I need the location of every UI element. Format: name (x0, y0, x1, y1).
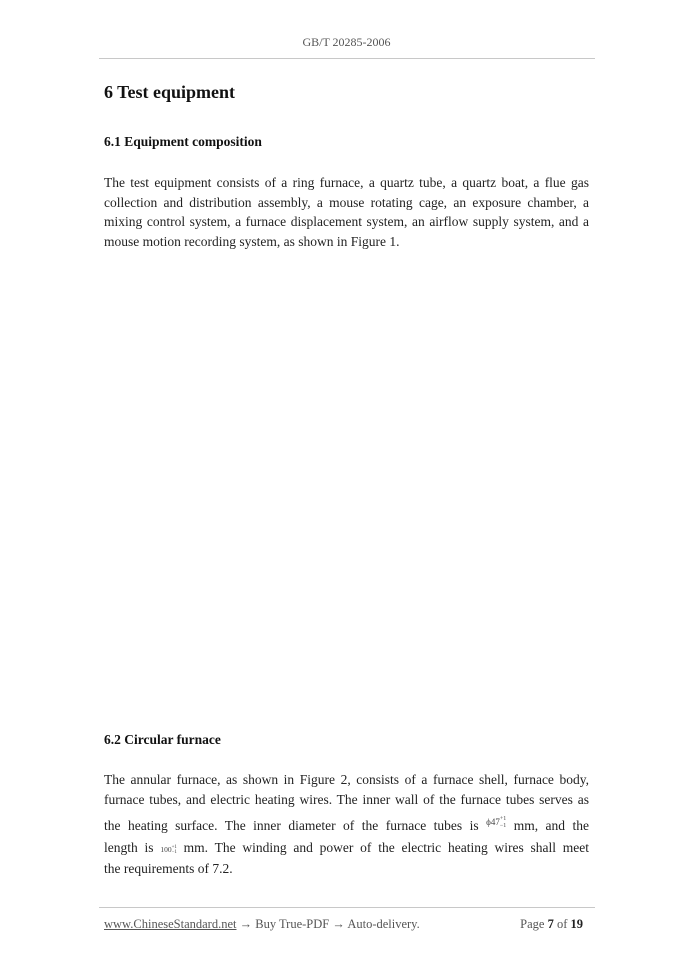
text-fragment: the heating surface. The inner diameter of the furnace tubes is (104, 818, 479, 833)
diameter-tol-upper: +1 (499, 815, 507, 822)
of-label: of (556, 917, 568, 931)
footer-divider (99, 907, 595, 908)
text-line: mixing control system, a furnace displacement system, an airflow supply system, and a (104, 214, 589, 229)
page-total: 19 (570, 917, 583, 931)
diameter-value: ϕ47 (486, 817, 500, 827)
length-tol-upper: +1 (171, 844, 177, 850)
text-fragment: length is (104, 839, 154, 855)
page-indicator (520, 917, 583, 932)
length-tolerance (160, 840, 177, 860)
text-line-diameter (104, 816, 589, 838)
diameter-tol-lower: −1 (499, 822, 507, 829)
paragraph-equipment-composition (104, 173, 589, 251)
subsection-title-circular-furnace: 6.2 Circular furnace (104, 732, 221, 747)
text-fragment: mm, and the (513, 818, 589, 833)
text-line: mouse motion recording system, as shown in Figure 1. (104, 233, 400, 249)
text-line: The test equipment consists of a ring furnace, a quartz tube, a quartz boat, a flue gas (104, 175, 589, 190)
section-title: 6 Test equipment (104, 82, 236, 102)
page-label: Page (520, 917, 545, 931)
subsection-title-equipment-composition: 6.1 Equipment composition (104, 134, 262, 149)
text-line-length (104, 838, 589, 860)
text-line: the requirements of 7.2. (104, 861, 233, 876)
running-header: GB/T 20285-2006 (302, 35, 391, 49)
length-tol-lower: −1 (171, 849, 177, 855)
arrow-right-icon: → (239, 917, 253, 931)
length-value: 100 (160, 844, 172, 854)
page-number: 7 (547, 917, 554, 931)
header-divider (99, 58, 595, 59)
arrow-right-icon: → (332, 917, 345, 931)
text-line: The annular furnace, as shown in Figure 2, consists of a furnace shell, furnace body, (104, 772, 589, 787)
footer-promo (104, 917, 420, 932)
paragraph-circular-furnace (104, 770, 589, 879)
buy-pdf-link[interactable]: Buy True-PDF (255, 917, 330, 931)
site-link[interactable]: www.ChineseStandard.net (104, 917, 237, 931)
diameter-tolerance (486, 813, 506, 833)
text-fragment: mm. The winding and power of the electric heating wires shall meet (183, 839, 590, 855)
text-line: furnace tubes, and electric heating wires. The inner wall of the furnace tubes serves as (104, 791, 589, 807)
text-line: collection and distribution assembly, a mouse rotating cage, an exposure chamber, a (104, 194, 589, 210)
delivery-text: Auto-delivery. (347, 917, 420, 931)
